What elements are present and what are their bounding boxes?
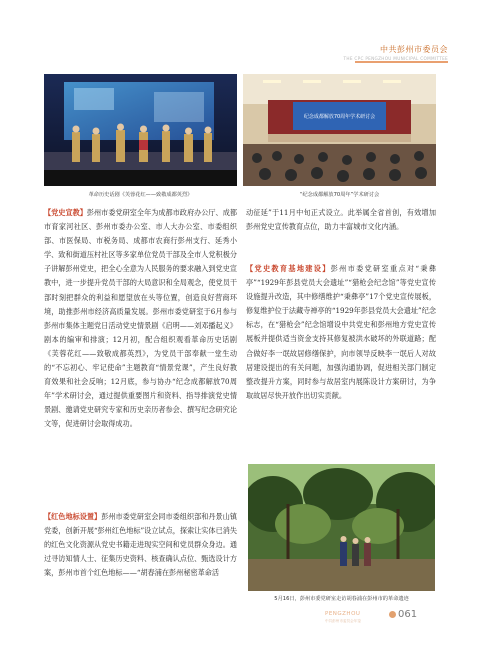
header-org-name-en: THE CPC PENGZHOU MUNICIPAL COMMITTEE [343, 56, 448, 61]
section-party-history-education-body: 彭州市委党研室全年为成都市政府办公厅、成都市育家河社区、彭州市委办公室、市人大办公室、市委组织部、市医保局、市税务局、成都市农商行彭州支行、延秀小学、致和街道压村社区等多家单位党员干部及全市人党积极分子讲解彭州党史，把全心全意为人民服务的要求融入到党史宣教中，进一步提升党员干部的大局意识和全局观念，使党员干部时刻把群众的利益和愿望放在头等位置，创造良好营商环境，助推彭州市经济高质量发展。彭州市委党研室于6月参与彭州市集体主题党日活动党史情景剧《启明——刘邓播起义》剧本的编审和排演；12月初，配合组织观看革命历史话剧《芙蓉花红——致敬成都英烈》，为党员干部奉献一堂生动的“不忘初心、牢记使命”主题教育“情景党课”，产生良好教育效果和社会反响；12月底，参与协办“纪念成都解放70周年”学术研讨会，通过提供重要图片和资料、指导排演党史情景剧、邀请党史研究专家和历史亲历者参会、撰写纪念研究论文等，促进研讨会取得成功。 [44, 208, 237, 429]
stage-drama-caption: 革命历史话剧《芙蓉花红——致敬成都英烈》 [88, 192, 193, 198]
site-visit-illustration [248, 464, 435, 591]
header-org-name: 中共彭州市委员会 [380, 45, 448, 54]
site-visit-caption: 5月16日，彭州市委党研室走访胡春浦在彭州市的革命遗迹 [274, 596, 409, 602]
stage-drama-photo [44, 74, 237, 186]
seminar-illustration [243, 74, 436, 186]
section-red-landmark [44, 510, 237, 580]
section-red-landmark-continued-body: 动征延”于11月中旬正式设立。此举属全省首创，有效增加彭州党史宣传教育点位，助力丰富城市文化内涵。 [246, 208, 436, 232]
footer-subtitle: 中共彭州市委员会年鉴 [325, 619, 361, 623]
seminar-caption: “纪念成都解放70周年”学术研讨会 [299, 192, 380, 198]
section-red-landmark-body: 彭州市委党研室会同市委组织部和丹景山镇党委，创新开展“彭州红色地标”设立试点，探索让实体已消失的红色文化资源从党史书籍走进现实空间和党员群众身边。通过寻访知情人士、征集历史资料、核查确认点位、甄选设计方案，彭州市首个红色地标——“胡春浦在彭州秘密革命活 [44, 512, 237, 578]
section-red-landmark-tag: 【红色地标设置】 [44, 512, 102, 521]
section-party-history-education-tag: 【党史宣教】 [44, 208, 87, 217]
page-number-dot [389, 611, 396, 618]
section-education-base-body: 彭州市委党研室重点对“秉彝亭”“1929年彭县党员大会遗址”“猎枪会纪念馆”等党史宣传设施提升改造，其中修缮维护“秉彝亭”17个党史宣传展板，修复维护位于法藏寺禅亭的“1929年彭县党员大会遗址”纪念标志，在“猎枪会”纪念馆增设中共党史和彭州地方党史宣传展板并提供适当资金支持其修复被洪水破坏的外联道路；配合做好李一氓故居修缮保护，向市领导反映李一氓后人对故居建设提出的有关问题，加强沟通协调，促进相关部门制定整改提升方案，同时参与故居室内展陈设计方案研讨，为争取故居尽快开放作出切实贡献。 [246, 264, 436, 400]
seminar-screen-text: 纪念成都解放70周年学术研讨会 [303, 114, 376, 120]
section-education-base-tag: 【党史教育基地建设】 [246, 264, 331, 273]
stage-drama-illustration [44, 74, 237, 186]
section-education-base [246, 262, 436, 403]
seminar-photo [243, 74, 436, 186]
footer-logo-text: PENGZHOU [325, 611, 361, 617]
page-header [344, 44, 448, 61]
section-red-landmark-continued [246, 206, 436, 234]
header-rule [355, 61, 448, 63]
section-party-history-education [44, 206, 237, 432]
page-number: 061 [398, 609, 418, 620]
site-visit-photo [248, 464, 435, 591]
